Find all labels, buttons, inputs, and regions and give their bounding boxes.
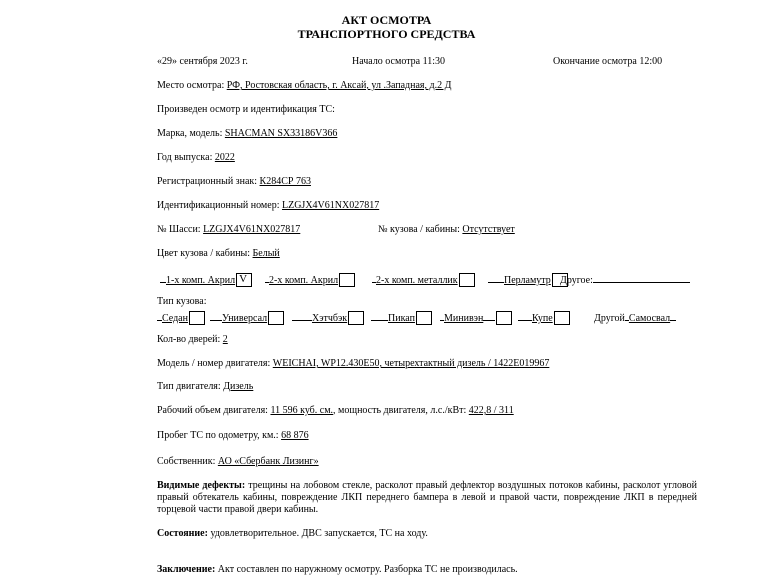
paint-opt-3-label: 2-х комп. металлик [376,275,458,286]
model-value: SHACMAN SX33186V366 [224,128,338,139]
mileage-value: 68 876 [281,430,309,441]
chassis-value: LZGJX4V61NX027817 [203,224,301,235]
paint-opt-1 [160,272,252,288]
owner-value: АО «Сбербанк Лизинг» [217,456,319,467]
inspection-start: Начало осмотра 11:30 [352,56,446,67]
condition-label: Состояние: [157,528,208,539]
vin-label: Идентификационный номер: [157,200,282,211]
engine-label: Модель / номер двигателя: [157,358,273,369]
body-type-other [594,310,676,324]
body-type-pickup [371,310,432,326]
place-label: Место осмотра: [157,80,227,91]
year-row [157,153,235,163]
body-type-universal [210,310,284,326]
color-value: Белый [252,248,280,259]
paint-opt-3-checkbox[interactable] [459,273,475,287]
blank-line [210,310,222,321]
paint-other-label: Другое: [560,275,593,286]
reg-plate-value: К284СР 763 [259,176,311,187]
body-type-sedan-checkbox[interactable] [189,311,205,325]
defects-paragraph [157,480,697,516]
doors-label: Кол-во дверей: [157,334,223,345]
check-mark-icon: V [239,272,248,285]
body-type-sedan-label: Седан [162,313,188,324]
body-type-hatchback-label: Хэтчбэк [312,313,348,324]
year-label: Год выпуска: [157,152,215,163]
body-type-coupe-checkbox[interactable] [554,311,570,325]
condition-text: удовлетворительное. ДВС запускается, ТС на ходу. [207,528,428,539]
paint-opt-2-checkbox[interactable] [339,273,355,287]
body-type-coupe-label: Купе [532,313,553,324]
vin-value: LZGJX4V61NX027817 [281,200,380,211]
mileage-label: Пробег ТС по одометру, км.: [157,430,282,441]
power-label: , мощность двигателя, л.с./кВт: [333,405,469,416]
inspection-date: «29» сентября 2023 г. [157,56,248,67]
paint-other [560,272,690,286]
body-type-other-value: Самосвал [628,313,671,324]
body-type-hatchback-checkbox[interactable] [348,311,364,325]
defects-text: трещины на лобовом стекле, расколот правый дефлектор воздушных потоков кабины, расколот угловой правый обтекатель кабины, повреждение ЛКП переднего бампера в левой и правой части, повреждение ЛКП в передней торцевой части правой двери кабины. [157,480,697,515]
power-value: 422,8 / 311 [468,405,514,416]
conclusion-label: Заключение: [157,564,216,575]
reg-plate-label: Регистрационный знак: [157,176,260,187]
place-row [157,81,451,91]
body-no-value: Отсутствует [462,224,515,235]
paint-opt-2-label: 2-х комп. Акрил [269,275,339,286]
blank-line [518,310,532,321]
chassis-label: № Шасси: [157,224,204,235]
engine-type-row [157,382,253,392]
body-type-sedan [157,310,205,326]
condition-row [157,529,428,539]
year-value: 2022 [214,152,235,163]
model-row [157,129,337,139]
mileage-row [157,431,309,441]
body-type-pickup-checkbox[interactable] [416,311,432,325]
blank-line [488,272,504,283]
title-line-1: АКТ ОСМОТРА [341,13,432,27]
paint-opt-3 [372,272,475,288]
blank-line [292,310,312,321]
engine-type-value: Дизель [223,381,254,392]
blank-line [371,310,388,321]
title-line-2: ТРАНСПОРТНОГО СРЕДСТВА [297,27,476,41]
color-row [157,249,280,259]
engine-row [157,359,549,369]
volume-value: 11 596 куб. см. [270,405,334,416]
body-type-label: Тип кузова: [157,296,207,307]
inspection-end: Окончание осмотра 12:00 [553,56,663,67]
model-label: Марка, модель: [157,128,225,139]
engine-type-label: Тип двигателя: [157,381,224,392]
conclusion-row [157,565,518,575]
vin-row [157,201,379,211]
color-label: Цвет кузова / кабины: [157,248,253,259]
body-type-universal-label: Универсал [222,313,268,324]
volume-label: Рабочий объем двигателя: [157,405,271,416]
paint-opt-1-label: 1-х комп. Акрил [166,275,236,286]
body-type-minivan [440,310,512,326]
blank-line [483,310,495,321]
doors-value: 2 [222,334,228,345]
defects-label: Видимые дефекты: [157,480,246,491]
body-type-minivan-label: Минивэн [444,313,484,324]
blank-line [670,310,676,321]
body-type-coupe [518,310,570,326]
body-type-universal-checkbox[interactable] [268,311,284,325]
conclusion-text: Акт составлен по наружному осмотру. Разборка ТС не производилась. [215,564,518,575]
owner-label: Собственник: [157,456,218,467]
reg-plate-row [157,177,311,187]
paint-other-blank[interactable] [593,272,690,283]
paint-opt-1-checkbox[interactable] [236,273,252,287]
engine-value: WEICHAI, WP12.430E50, четырехтактный дизель / 1422E019967 [272,358,550,369]
doors-row [157,335,228,345]
owner-row [157,457,319,467]
body-type-minivan-checkbox[interactable] [496,311,512,325]
chassis-row [157,225,300,235]
body-no-row [378,225,515,235]
body-type-pickup-label: Пикап [388,313,415,324]
paint-opt-2 [265,272,355,288]
body-type-hatchback [292,310,364,326]
volume-row [157,406,514,416]
body-no-label: № кузова / кабины: [378,224,463,235]
paint-opt-4 [488,272,568,288]
identified-label: Произведен осмотр и идентификация ТС: [157,104,335,115]
body-type-other-label: Другой [594,313,625,324]
place-value: РФ, Ростовская область, г. Аксай, ул .Западная, д.2 Д [226,80,452,91]
paint-opt-4-label: Перламутр [504,275,551,286]
